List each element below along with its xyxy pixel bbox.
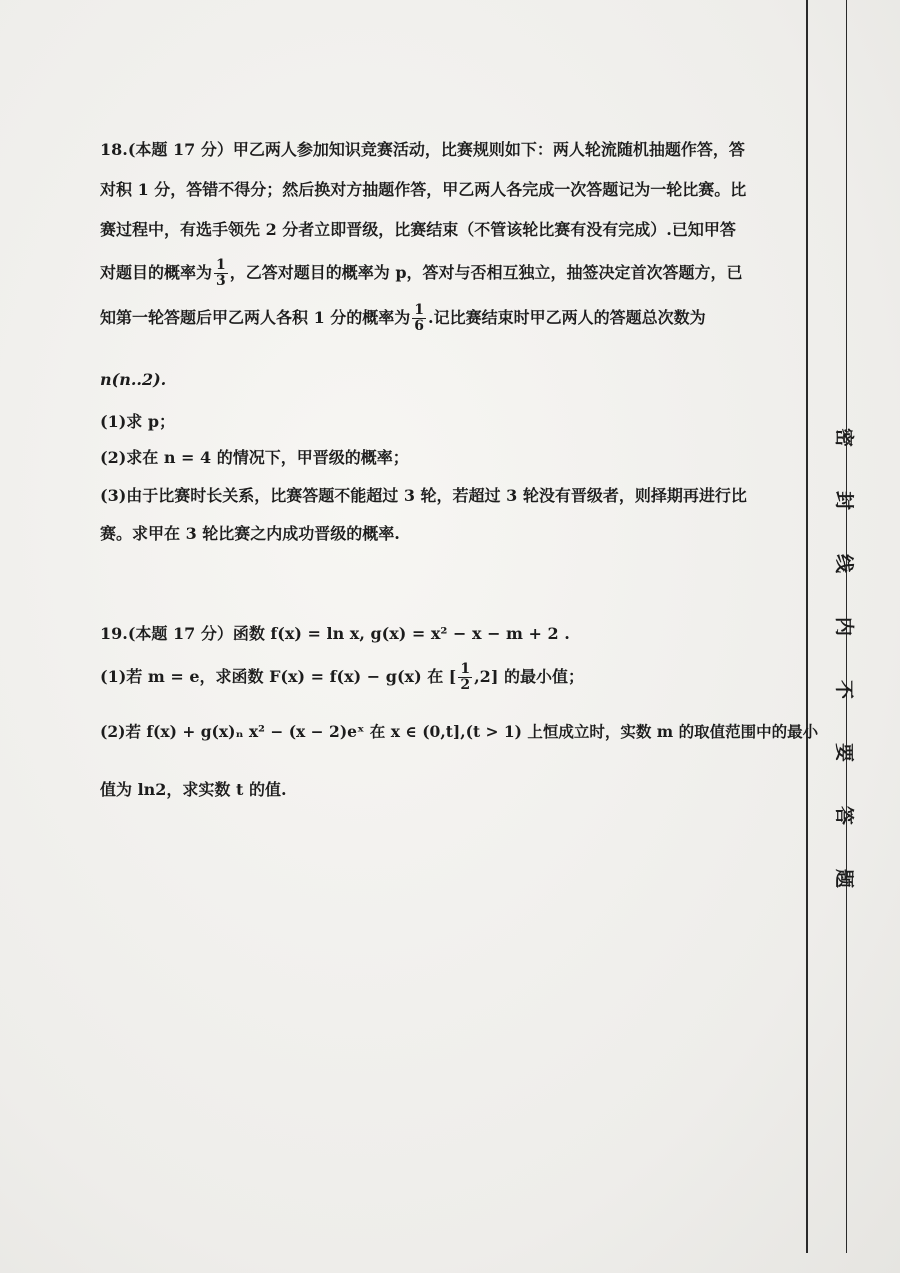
q18-subquestion-3-cont: 赛。求甲在 3 轮比赛之内成功晋级的概率. xyxy=(100,524,400,543)
q18-line-4-start: 对题目的概率为 xyxy=(100,263,213,282)
q18-line-4 xyxy=(100,258,743,289)
q19-sub1-start: (1)若 m = e，求函数 F(x) = f(x) − g(x) 在 [ xyxy=(100,667,457,686)
seal-char: 答 xyxy=(833,805,856,826)
q19-subquestion-2-cont: 值为 ln2，求实数 t 的值. xyxy=(100,780,287,799)
q19-subquestion-2: (2)若 f(x) + g(x)ₙ x² − (x − 2)eˣ 在 x ∈ (0,t],(t > 1) 上恒成立时，实数 m 的取值范围中的最小 xyxy=(100,722,819,741)
q18-line-5-start: 知第一轮答题后甲乙两人各积 1 分的概率为 xyxy=(100,308,411,327)
fraction-numerator: 1 xyxy=(460,661,471,677)
q18-line-2: 对积 1 分，答错不得分；然后换对方抽题作答，甲乙两人各完成一次答题记为一轮比赛。比 xyxy=(100,180,747,199)
q19-sub1-end: ,2] 的最小值； xyxy=(474,667,584,686)
fraction-denominator: 3 xyxy=(216,273,226,289)
seal-char: 封 xyxy=(833,490,856,511)
q18-line-1: 18.(本题 17 分）甲乙两人参加知识竞赛活动，比赛规则如下：两人轮流随机抽题作答，答 xyxy=(100,140,745,159)
fraction-one-half xyxy=(458,662,472,693)
binding-line-outer xyxy=(806,0,808,1253)
fraction-numerator: 1 xyxy=(216,257,226,273)
q18-line-6: n(n..2). xyxy=(100,370,167,389)
seal-char: 题 xyxy=(833,868,856,889)
fraction-numerator: 1 xyxy=(414,302,425,318)
seal-char: 不 xyxy=(833,679,856,700)
q19-subquestion-1 xyxy=(100,662,584,693)
seal-char: 密 xyxy=(833,427,856,448)
q18-line-3: 赛过程中，有选手领先 2 分者立即晋级，比赛结束（不管该轮比赛有没有完成）.已知甲答 xyxy=(100,220,736,239)
fraction-one-third xyxy=(214,258,228,289)
q18-subquestion-2: (2)求在 n = 4 的情况下，甲晋级的概率； xyxy=(100,448,409,467)
q18-subquestion-3: (3)由于比赛时长关系，比赛答题不能超过 3 轮，若超过 3 轮没有晋级者，则择期再进行比 xyxy=(100,486,747,505)
seal-line-notice xyxy=(824,428,864,888)
q18-line-5-end: .记比赛结束时甲乙两人的答题总次数为 xyxy=(428,308,706,327)
seal-char: 线 xyxy=(833,553,856,574)
fraction-denominator: 2 xyxy=(460,677,471,693)
q19-line-1: 19.(本题 17 分）函数 f(x) = ln x, g(x) = x² − x − m + 2 . xyxy=(100,624,570,643)
q18-line-4-end: ，乙答对题目的概率为 p，答对与否相互独立，抽签决定首次答题方，已 xyxy=(229,263,743,282)
seal-char: 要 xyxy=(833,742,856,763)
q18-line-5 xyxy=(100,303,706,334)
fraction-one-sixth xyxy=(412,303,426,334)
q18-subquestion-1: (1)求 p； xyxy=(100,412,176,431)
seal-char: 内 xyxy=(833,616,856,637)
fraction-denominator: 6 xyxy=(414,318,425,334)
